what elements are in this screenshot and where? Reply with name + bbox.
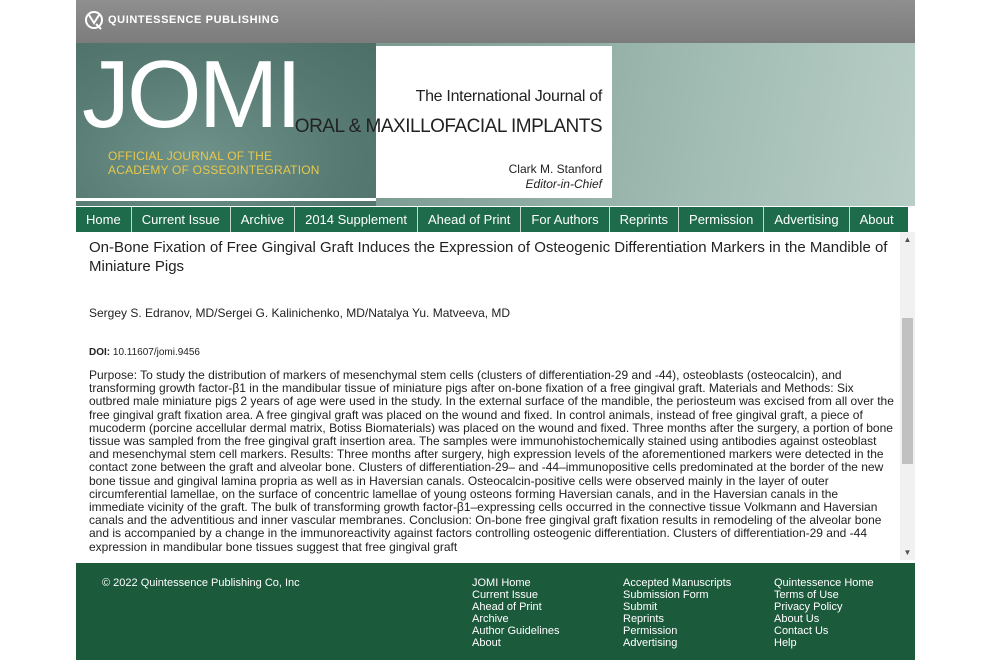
scroll-down-arrow-icon[interactable]: ▼ — [903, 548, 912, 557]
footer-link[interactable]: Help — [774, 637, 797, 649]
footer-link[interactable]: Author Guidelines — [472, 625, 560, 637]
article-authors: Sergey S. Edranov, MD/Sergei G. Kalinichenko, MD/Natalya Yu. Matveeva, MD — [89, 306, 511, 320]
nav-permission[interactable]: Permission — [679, 207, 764, 232]
footer-link[interactable]: Quintessence Home — [774, 577, 874, 589]
footer-link[interactable]: About — [472, 637, 501, 649]
article-content[interactable] — [76, 232, 915, 560]
article-title: On-Bone Fixation of Free Gingival Graft Induces the Expression of Osteogenic Differentiation Markers in the Mandible of Miniature Pigs — [89, 239, 888, 275]
official-journal-text — [108, 149, 320, 177]
footer-link[interactable]: Current Issue — [472, 589, 539, 601]
footer-link[interactable]: Accepted Manuscripts — [623, 577, 732, 589]
footer-links-journal — [472, 577, 559, 649]
footer-link[interactable]: Submit — [623, 601, 658, 613]
nav-home[interactable]: Home — [76, 207, 132, 232]
nav-ahead-of-print[interactable]: Ahead of Print — [418, 207, 521, 232]
nav-archive[interactable]: Archive — [231, 207, 295, 232]
publisher-name: QUINTESSENCE PUBLISHING — [108, 14, 280, 26]
content-scrollbar[interactable] — [900, 232, 915, 560]
journal-subtitle-line-2: ORAL & MAXILLOFACIAL IMPLANTS — [294, 116, 602, 137]
article-doi — [89, 347, 200, 358]
nav-advertising[interactable]: Advertising — [764, 207, 849, 232]
footer-link[interactable]: Submission Form — [623, 589, 709, 601]
journal-title-panel — [294, 46, 612, 198]
nav-reprints[interactable]: Reprints — [610, 207, 679, 232]
footer-link[interactable]: About Us — [774, 613, 820, 625]
official-line-1: OFFICIAL JOURNAL OF THE — [108, 149, 273, 163]
nav-for-authors[interactable]: For Authors — [521, 207, 609, 232]
doi-label: DOI: — [89, 347, 111, 358]
scrollbar-thumb[interactable] — [902, 318, 913, 464]
footer-link[interactable]: Contact Us — [774, 625, 829, 637]
quintessence-q-icon — [84, 10, 104, 30]
footer-link[interactable]: JOMI Home — [472, 577, 531, 589]
footer-links-quintessence — [774, 577, 874, 649]
site-container — [76, 0, 915, 660]
footer-link[interactable]: Permission — [623, 625, 678, 637]
footer-link[interactable]: Privacy Policy — [774, 601, 843, 613]
nav-2014-supplement[interactable]: 2014 Supplement — [295, 207, 418, 232]
footer-copyright: © 2022 Quintessence Publishing Co, Inc — [102, 577, 300, 589]
site-footer — [76, 563, 915, 660]
editor-role: Editor-in-Chief — [525, 177, 602, 191]
article-body — [89, 238, 895, 554]
publisher-bar — [76, 0, 915, 43]
footer-link[interactable]: Terms of Use — [774, 589, 839, 601]
jomi-logo[interactable]: JOMI — [82, 43, 300, 148]
nav-about[interactable]: About — [859, 212, 894, 227]
journal-subtitle-line-1: The International Journal of — [415, 88, 602, 105]
article-abstract: Purpose: To study the distribution of markers of mesenchymal stem cells (clusters of differentiation-29 and -44), osteoblasts (osteocalcin), and transforming growth factor-β1 in the mandibular tissue of miniature pigs after on-bone fixation of a free gingival graft. Materials and Methods: Six outbred male miniature pigs 2 years of age were used in the study. In the external surface of the mandible, the periosteum was excised from all over the free gingival graft fixation area. A free gingival graft was placed on the wound and fixed. In control animals, instead of free gingival graft, a piece of mucoderm (porcine accellular dermal matrix, Botiss Biomaterials) was placed on the wound and fixed. Three months after the surgery, a portion of bone tissue was sampled from the free gingival graft insertion area. The samples were immunohistochemically stained using antibodies against osteoblast and mesenchymal stem cell markers. Results: Three months after surgery, high expression levels of the aforementioned markers were detected in the contact zone between the graft and alveolar bone. Clusters of differentiation-29– and -44–immunopositive cells predominated at the border of the new bone tissue and gingival lamina propria as well as in Haversian canals. Osteocalcin-positive cells were observed mainly in the layer of outer circumferential lamellae, on the surface of concentric lamellae of young osteons forming Haversian canals, and in the Haversian canals in the immediate vicinity of the graft. The bulk of transforming growth factor-β1–expressing cells occurred in the connective tissue Volkmann and Haversian canals and the adventitious and inner vascular membranes. Conclusion: On-bone free gingival graft fixation results in remodeling of the alveolar bone and is accompanied by a change in the immunoreactivity against factors controlling osteogenic differentiation. Clusters of differentiation-29 and -44 expression in mandibular bone tissues suggest that free gingival graft — [89, 368, 894, 554]
footer-link[interactable]: Reprints — [623, 613, 664, 625]
official-line-2: ACADEMY OF OSSEOINTEGRATION — [108, 163, 320, 177]
scroll-up-arrow-icon[interactable]: ▲ — [903, 235, 912, 244]
editor-name: Clark M. Stanford — [508, 162, 602, 176]
banner-divider — [76, 198, 376, 201]
doi-value[interactable]: 10.11607/jomi.9456 — [112, 347, 200, 358]
footer-link[interactable]: Advertising — [623, 637, 678, 649]
footer-links-manuscripts — [623, 577, 731, 649]
nav-current-issue[interactable]: Current Issue — [132, 207, 231, 232]
footer-link[interactable]: Archive — [472, 613, 509, 625]
footer-link[interactable]: Ahead of Print — [472, 601, 542, 613]
editor-info — [509, 162, 602, 192]
main-nav — [76, 206, 908, 232]
journal-banner — [76, 43, 915, 206]
publisher-logo[interactable] — [84, 8, 279, 32]
